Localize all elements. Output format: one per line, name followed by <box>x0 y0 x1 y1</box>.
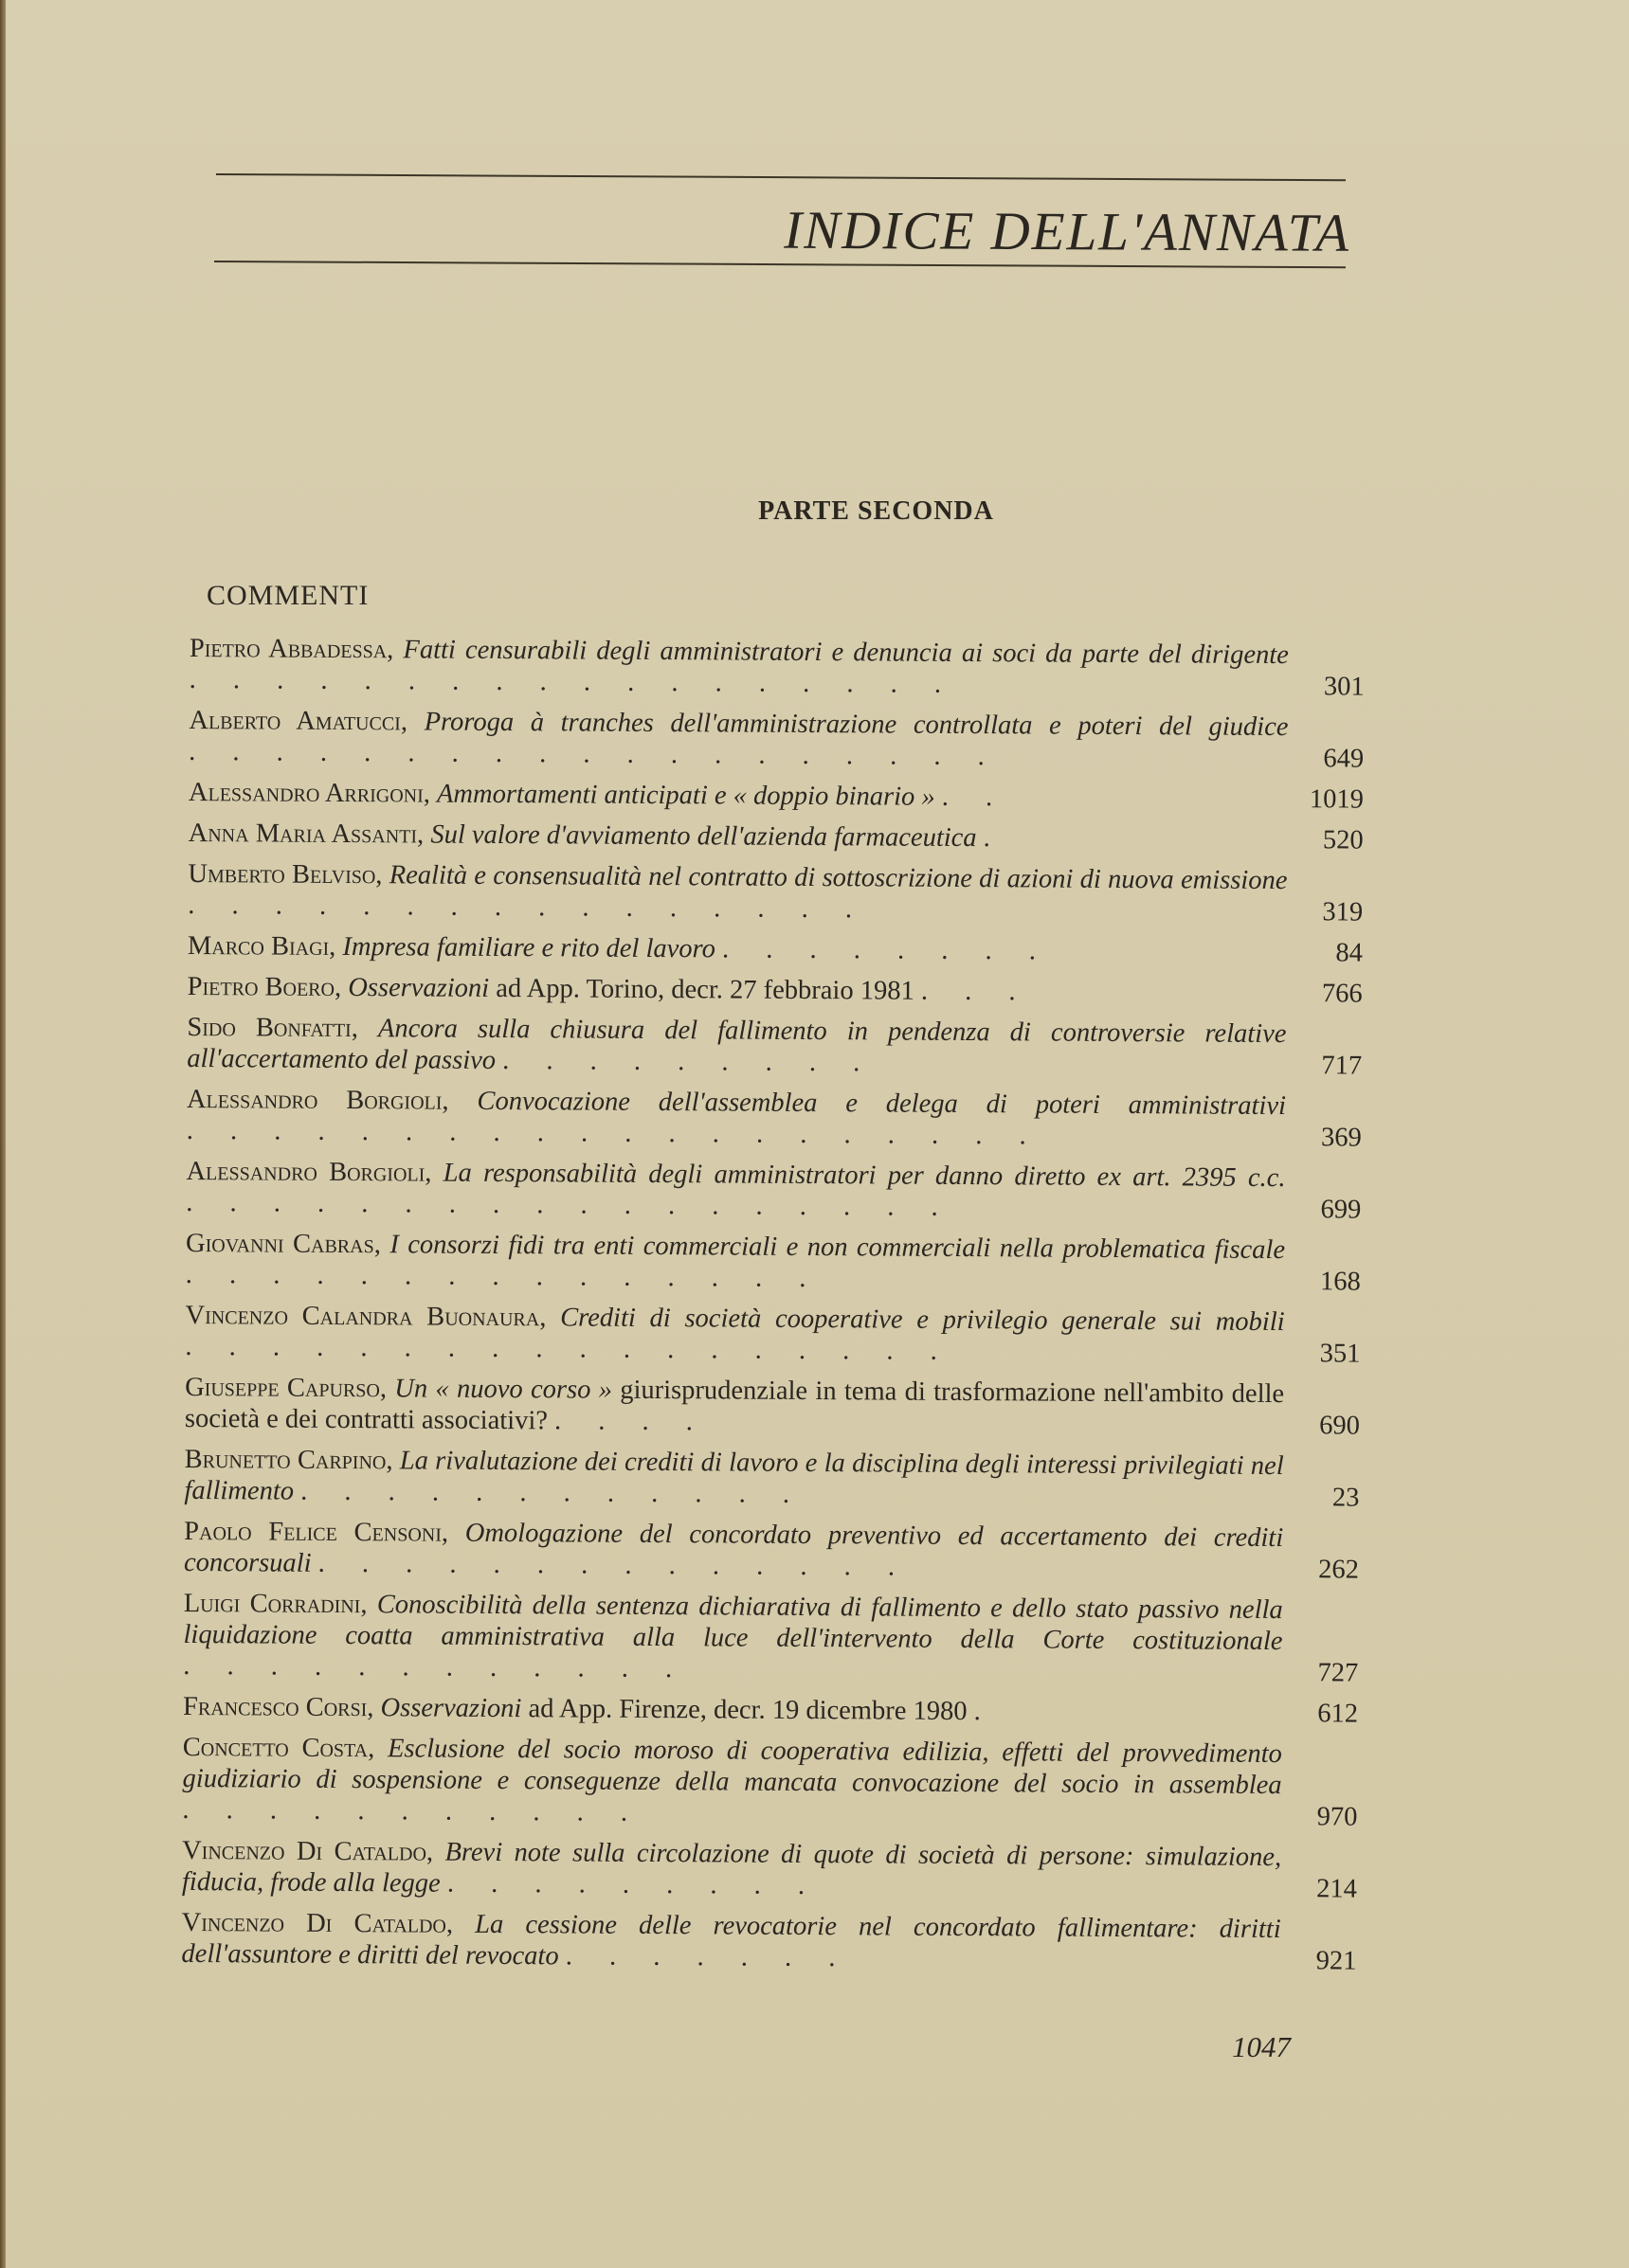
entry-author: Anna Maria Assanti, <box>188 818 425 850</box>
entry-page-number: 699 <box>1320 1195 1362 1225</box>
entry-title: I consorzi fidi tra enti commerciali e non commerciali nella problematica fiscale <box>389 1230 1286 1266</box>
entry-title-suffix: ad App. Torino, decr. 27 febbraio 1981 <box>496 973 914 1006</box>
entry-text <box>186 1228 1298 1297</box>
book-spine-edge <box>0 0 6 2268</box>
folio-page-number: 1047 <box>1232 2030 1291 2063</box>
index-entry <box>186 1156 1361 1226</box>
index-entry <box>182 1835 1357 1905</box>
entry-text <box>185 1300 1297 1369</box>
entry-text <box>183 1691 1295 1729</box>
entry-leader-dots: . . . . . . . . . . . . . . . . . . <box>186 1187 953 1222</box>
index-entry <box>186 1228 1361 1298</box>
index-entry <box>183 1691 1358 1730</box>
entry-title: Osservazioni <box>380 1693 522 1724</box>
index-entry <box>189 777 1364 816</box>
entry-author: Sido Bonfatti, <box>187 1012 359 1044</box>
entry-page-number: 649 <box>1323 744 1365 774</box>
entry-leader-dots: . . . <box>920 976 1031 1007</box>
entry-author: Alessandro Borgioli, <box>186 1156 432 1188</box>
entry-author: Brunetto Carpino, <box>184 1444 393 1476</box>
entry-leader-dots: . <box>973 1697 996 1727</box>
entry-author: Francesco Corsi, <box>182 1691 374 1723</box>
entry-author: Vincenzo Calandra Buonaura, <box>185 1300 547 1333</box>
entry-leader-dots: . . . . . . . . . . . . . . . . . . . . <box>186 1115 1041 1151</box>
index-entry <box>185 1300 1360 1370</box>
entry-title: Omologazione del concordato preventivo ed accertamento dei crediti concorsuali <box>183 1518 1284 1578</box>
entry-text <box>185 1372 1297 1441</box>
page-title: INDICE DELL'ANNATA <box>784 200 1351 263</box>
entry-leader-dots: . . . . . . . . . . . . <box>300 1476 805 1509</box>
entry-author: Marco Biagi, <box>187 930 336 962</box>
entry-title: La responsabilità degli amministratori per danno diretto ex art. 2395 c.c. <box>443 1158 1286 1194</box>
entry-leader-dots: . . <box>941 782 1008 813</box>
index-entry <box>189 818 1364 856</box>
entry-text <box>181 1907 1294 1976</box>
entry-title: Ancora sulla chiusura del fallimento in pendenza di controversie relative all'accertamento del passivo <box>187 1014 1287 1075</box>
entry-page-number: 214 <box>1316 1874 1358 1904</box>
entry-page-number: 690 <box>1319 1411 1361 1441</box>
index-entries <box>181 633 1365 1987</box>
entry-leader-dots: . . . . . . . . <box>721 934 1051 966</box>
entry-page-number: 84 <box>1335 938 1364 968</box>
entry-title: Un « nuovo corso » <box>394 1374 613 1405</box>
entry-author: Pietro Abbadessa, <box>189 634 394 665</box>
entry-leader-dots: . . . . . . . . . . . . . . <box>317 1548 911 1582</box>
entry-leader-dots: . . . . . . . . . . . . <box>183 1650 688 1684</box>
entry-text <box>189 777 1301 815</box>
entry-page-number: 717 <box>1321 1051 1363 1081</box>
entry-text <box>183 1588 1296 1688</box>
index-entry <box>188 930 1363 969</box>
entry-title-suffix: giurisprudenziale in tema di trasformazione nell'ambito delle società e dei contratti associativi? <box>184 1375 1285 1436</box>
entry-author: Alessandro Borgioli, <box>186 1084 449 1116</box>
entry-page-number: 301 <box>1323 672 1365 702</box>
entry-leader-dots: . . . . . . . . . <box>446 1868 821 1901</box>
entry-author: Pietro Boero, <box>187 971 342 1002</box>
index-entry <box>188 971 1363 1010</box>
entry-page-number: 351 <box>1319 1339 1361 1369</box>
entry-leader-dots: . . . . . . . . . . . . . . . . . . <box>185 1331 952 1366</box>
entry-page-number: 727 <box>1317 1658 1359 1688</box>
index-entry <box>185 1372 1360 1442</box>
entry-author: Alberto Amatucci, <box>189 705 408 737</box>
entry-title: Ammortamenti anticipati e « doppio binario » <box>436 779 935 812</box>
entry-title: Convocazione dell'assemblea e delega di poteri amministrativi <box>477 1086 1287 1122</box>
entry-page-number: 970 <box>1316 1802 1358 1832</box>
entry-title: Impresa familiare e rito del lavoro <box>342 931 715 964</box>
entry-author: Giuseppe Capurso, <box>185 1372 388 1404</box>
entry-title: La rivalutazione dei crediti di lavoro e la disciplina degli interessi privilegiati nel fallimento <box>184 1446 1284 1506</box>
entry-leader-dots: . <box>983 823 1005 854</box>
entry-leader-dots: . . . . . . . . . . . . . . . <box>185 1259 822 1294</box>
entry-text <box>188 930 1300 968</box>
entry-leader-dots: . . . . <box>553 1406 709 1437</box>
entry-title: Fatti censurabili degli amministratori e denuncia ai soci da parte del dirigente <box>403 635 1289 671</box>
entry-text <box>189 705 1301 774</box>
entry-leader-dots: . . . . . . . <box>565 1941 851 1973</box>
index-entry <box>184 1444 1359 1514</box>
index-entry <box>181 1907 1356 1977</box>
entry-text <box>187 1012 1299 1081</box>
entry-page-number: 520 <box>1322 825 1364 855</box>
section-heading: COMMENTI <box>207 580 370 611</box>
entry-author: Paolo Felice Censoni, <box>184 1516 449 1548</box>
entry-author: Vincenzo Di Cataldo, <box>181 1907 454 1939</box>
index-entry <box>187 1084 1362 1154</box>
entry-author: Giovanni Cabras, <box>185 1228 381 1260</box>
entry-page-number: 612 <box>1317 1699 1359 1729</box>
entry-title: Realità e consensualità nel contratto di sottoscrizione di azioni di nuova emissione <box>389 860 1288 896</box>
entry-title: Brevi note sulla circolazione di quote di società di persone: simulazione, fiducia, frode alla legge <box>181 1837 1282 1899</box>
entry-page-number: 1019 <box>1309 784 1365 815</box>
entry-text <box>182 1835 1294 1904</box>
part-heading: PARTE SECONDA <box>758 496 994 526</box>
entry-leader-dots: . . . . . . . . . . . <box>182 1794 643 1827</box>
entry-author: Vincenzo Di Cataldo, <box>182 1835 434 1867</box>
entry-title: Esclusione del socio moroso di cooperativa edilizia, effetti del provvedimento giudiziario di sospensione e conseguenze della mancata convocazione del socio in assemblea <box>182 1734 1282 1801</box>
entry-text <box>189 818 1301 855</box>
entry-title: La cessione delle revocatorie nel concordato fallimentare: diritti dell'assuntore e diritti del revocato <box>181 1909 1281 1971</box>
index-entry <box>187 1012 1362 1082</box>
entry-title: Conoscibilità della sentenza dichiarativa di fallimento e dello stato passivo nella liquidazione coatta amministrativa alla luce dell'intervento della Corte costituzionale <box>183 1590 1283 1657</box>
entry-title: Proroga à tranches dell'amministrazione controllata e poteri del giudice <box>424 707 1289 743</box>
entry-leader-dots: . . . . . . . . . . . . . . . . <box>188 890 868 925</box>
entry-text <box>187 1084 1299 1153</box>
entry-page-number: 23 <box>1331 1483 1360 1513</box>
index-entry <box>189 705 1364 775</box>
entry-page-number: 766 <box>1321 979 1363 1009</box>
entry-leader-dots: . . . . . . . . . <box>502 1046 876 1078</box>
entry-title: Crediti di società cooperative e privilegio generale sui mobili <box>560 1303 1285 1338</box>
entry-author: Alessandro Arrigoni, <box>188 777 431 809</box>
entry-text <box>188 971 1300 1009</box>
entry-leader-dots: . . . . . . . . . . . . . . . . . . <box>189 664 957 699</box>
index-entry <box>184 1516 1359 1586</box>
entry-text <box>182 1732 1295 1832</box>
index-entry <box>182 1732 1358 1833</box>
entry-page-number: 921 <box>1315 1946 1357 1976</box>
entry-text <box>186 1156 1298 1225</box>
index-entry <box>188 858 1363 928</box>
entry-leader-dots: . . . . . . . . . . . . . . . . . . . <box>189 736 1000 772</box>
header-rule-top <box>216 173 1346 181</box>
entry-author: Luigi Corradini, <box>183 1588 368 1620</box>
entry-author: Umberto Belviso, <box>188 858 383 891</box>
entry-page-number: 168 <box>1319 1267 1361 1297</box>
entry-title-suffix: ad App. Firenze, decr. 19 dicembre 1980 <box>528 1694 968 1727</box>
entry-page-number: 262 <box>1318 1555 1360 1585</box>
index-entry <box>183 1588 1359 1689</box>
entry-text <box>184 1516 1296 1585</box>
entry-text <box>190 633 1302 702</box>
entry-title: Sul valore d'avviamento dell'azienda farmaceutica <box>430 819 977 854</box>
entry-text <box>188 858 1300 927</box>
entry-title: Osservazioni <box>348 973 490 1003</box>
entry-page-number: 369 <box>1320 1123 1362 1153</box>
entry-text <box>184 1444 1296 1513</box>
entry-author: Concetto Costa, <box>182 1732 375 1764</box>
index-entry <box>190 633 1365 703</box>
entry-page-number: 319 <box>1322 897 1364 927</box>
